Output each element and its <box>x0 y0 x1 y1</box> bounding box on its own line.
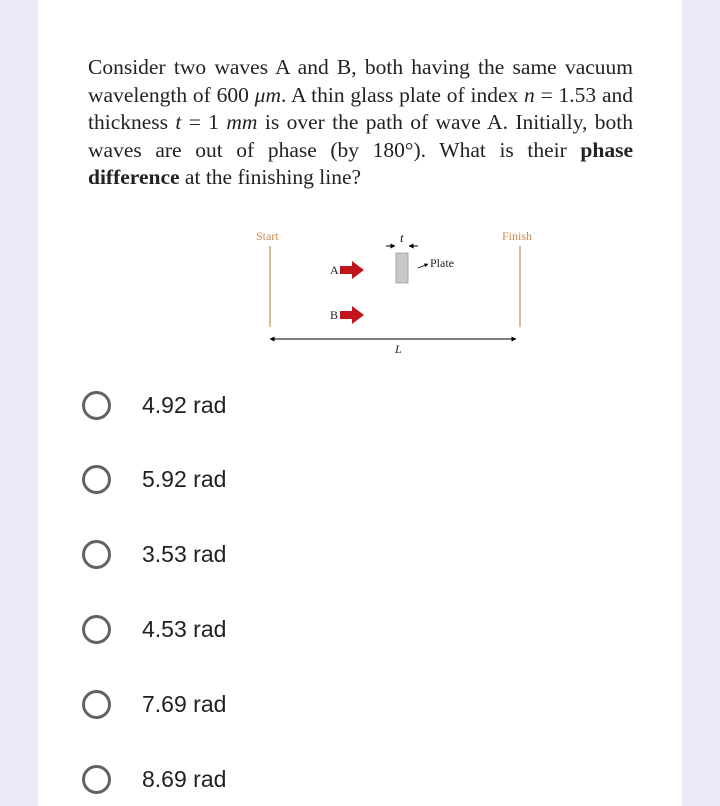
option-label: 5.92 rad <box>142 465 227 492</box>
answer-option-5[interactable] <box>82 684 382 724</box>
length-label: L <box>395 342 402 356</box>
radio-icon[interactable] <box>82 540 111 569</box>
wave-a-label: A <box>330 263 339 277</box>
plate-pointer <box>418 264 428 268</box>
radio-icon[interactable] <box>82 690 111 719</box>
start-label: Start <box>256 229 279 243</box>
question-text: Consider two waves A and B, both having the same vacuum wavelength of 600 μm. A thin glass plate of index n = 1.53 and thickness t = 1 mm is over the path of wave A. Initially, both waves are out of phase (by 180°). What is their phase difference at the finishing line? <box>88 55 633 190</box>
phase-difference-emphasis: phase difference <box>88 137 633 190</box>
radio-icon[interactable] <box>82 765 111 794</box>
question-card <box>38 0 682 806</box>
radio-icon[interactable] <box>82 465 111 494</box>
thickness-label: t <box>400 230 404 245</box>
answer-option-3[interactable] <box>82 534 382 574</box>
radio-icon[interactable] <box>82 391 111 420</box>
finish-label: Finish <box>502 229 533 243</box>
option-label: 4.92 rad <box>142 391 227 418</box>
option-label: 7.69 rad <box>142 690 227 717</box>
option-label: 3.53 rad <box>142 540 227 567</box>
answer-option-4[interactable] <box>82 609 382 649</box>
plate-label: Plate <box>430 256 454 270</box>
answer-option-2[interactable] <box>82 459 382 499</box>
option-label: 8.69 rad <box>142 765 227 792</box>
radio-icon[interactable] <box>82 615 111 644</box>
option-label: 4.53 rad <box>142 615 227 642</box>
wave-b-label: B <box>330 308 339 322</box>
answer-option-1[interactable] <box>82 385 382 425</box>
wave-b-arrow <box>340 306 364 324</box>
wave-diagram <box>218 226 548 361</box>
wave-a-arrow <box>340 261 364 279</box>
glass-plate <box>396 253 408 283</box>
answer-option-6[interactable] <box>82 759 382 799</box>
